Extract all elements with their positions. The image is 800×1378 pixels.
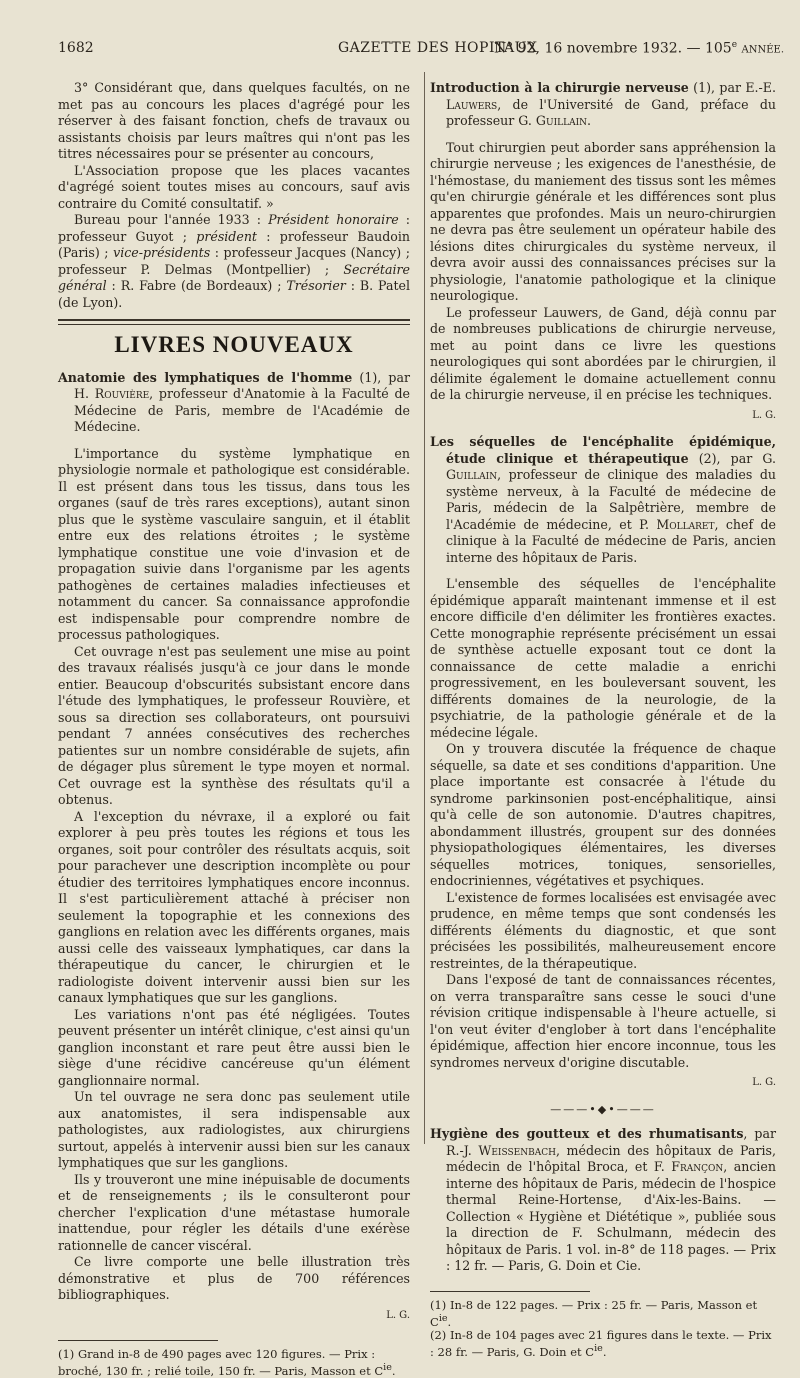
bureau-text-1: Bureau pour l'année 1933 : — [74, 212, 269, 227]
book-title-chirurgie: Introduction à la chirurgie nerveuse — [430, 80, 689, 95]
bureau-text-2: : professeur Guyot ; — [58, 212, 411, 244]
journal-title: GAZETTE DES HOPITAUX — [338, 40, 538, 56]
book-author: Lauwers — [446, 96, 498, 112]
book-author: Weissenbach — [478, 1142, 556, 1158]
bureau-text-6: : B. Patel (de Lyon). — [58, 278, 411, 310]
bureau-paragraph — [58, 212, 410, 311]
review-paragraph: Dans l'exposé de tant de connaissances récentes, on verra transparaître sans cesse le souci d'une révision critique indispensable à l'heure actuelle, si l'on veut éviter d'englober à tort dans l'encéphalite épidémique, affection hier encore inconnue, tous les syndromes nerveux d'origine discutable. — [430, 972, 776, 1070]
book-entry-anatomie — [58, 370, 410, 436]
footnote — [58, 1347, 410, 1378]
review-paragraph: Le professeur Lauwers, de Gand, déjà connu par de nombreuses publications de chirurgie nerveuse, met au point dans ce livre les questions neurologiques qui sont abordées par le chirurgien, il délimite également le domaine actuellement connu de la chirurgie nerveuse, il en précise les techniques. — [430, 304, 776, 402]
footnote — [430, 1328, 776, 1359]
bureau-role-2: président — [196, 228, 257, 244]
book-author: Rouvière — [94, 386, 150, 401]
page-number: 1682 — [58, 40, 94, 56]
book-title-encephalite: Les séquelles de l'encéphalite épidémique, étude clinique et thérapeutique — [430, 434, 776, 466]
book-description: , ancien interne des hôpitaux de Paris, médecin de l'hospice thermal Reine-Hortense, d'Aix-les-Bains. — Collection « Hygiène et Diététique », publiée sous la direction de F. Schulmann, médecin des hôpitaux de Paris. 1 vol. in-8° de 118 pages. — Prix : 12 fr. — Paris, G. Doin et Cie. — [446, 1159, 777, 1273]
column-divider — [424, 72, 425, 1144]
footnote-end: . — [447, 1314, 452, 1329]
bureau-role-5: Trésorier — [286, 278, 346, 293]
review-paragraph: L'ensemble des séquelles de l'encéphalite épidémique apparaît maintenant immense et il est encore difficile d'en délimiter les frontières exactes. Cette monographie représente précisément un essai de synthèse actuelle exposant tout ce dont la connaissance de cette maladie a enrichi progressivement, en les bouleversant souvent, les différents domaines de la neurologie, de la psychiatrie, de la pathologie générale et de la médecine légale. — [430, 576, 776, 740]
review-signature: L. G. — [752, 1077, 776, 1088]
review-paragraph: Les variations n'ont pas été négligées. Toutes peuvent présenter un intérêt clinique, c'est ainsi qu'un ganglion inconstant et rare peut être aussi bien le siège d'une récidive cancéreuse qu'un élément ganglionnaire normal. — [58, 1006, 410, 1088]
issue-date: N° 92, 16 novembre 1932. — 105 — [494, 40, 732, 57]
review-paragraph: L'importance du système lymphatique en physiologie normale et pathologique est considérable. Il est présent dans tous les tissus, dans tous les organes (sauf de très rares exceptions), autant sinon plus que le système vasculaire sanguin, et il établit entre eux des relations étroites ; le système lymphatique constitue une voie d'invasion et de propagation suivie dans l'organisme par les agents pathogènes de certaines maladies infectieuses et notamment du cancer. Sa connaissance approfondie est indispensable pour comprendre nombre de processus pathologiques. — [58, 445, 410, 642]
footnote-text: (1) In-8 de 122 pages. — Prix : 25 fr. — Paris, Masson et C — [430, 1297, 758, 1329]
book-description: , médecin des hôpitaux de Paris, médecin de l'hôpital Broca, et F. — [446, 1142, 776, 1174]
ornament-divider: ———•◆•——— — [550, 1102, 656, 1116]
book-entry-hygiene — [430, 1126, 776, 1275]
book-description: , de l'Université de Gand, préface du professeur G. — [446, 96, 776, 128]
issue-info — [494, 40, 784, 57]
bureau-text-4: : professeur Jacques (Nancy) ; professeur P. Delmas (Montpellier) ; — [58, 245, 410, 277]
review-paragraph: Un tel ouvrage ne sera donc pas seulement utile aux anatomistes, il sera indispensable aux pathologistes, aux radiologistes, aux chirurgiens surtout, appelés à intervenir aussi bien sur les canaux lymphatiques que sur les ganglions. — [58, 1089, 410, 1170]
footnote-rule — [430, 1291, 590, 1292]
section-divider — [58, 319, 410, 325]
section-heading: LIVRES NOUVEAUX — [114, 332, 354, 357]
issue-year-label: ANNÉE. — [741, 44, 784, 56]
footnote-end: . — [391, 1363, 396, 1378]
footnote — [430, 1298, 776, 1329]
review-signature: L. G. — [752, 409, 776, 421]
book-title-hygiene: Hygiène des goutteux et des rhumatisants — [430, 1126, 744, 1141]
review-paragraph: Cet ouvrage n'est pas seulement une mise au point des travaux réalisés jusqu'à ce jour dans le monde entier. Beaucoup d'obscurités subsistant encore dans l'étude des lymphatiques, le professeur Rouvière, et sous sa direction ses collaborateurs, ont poursuivi pendant 7 années consécutives des recherches patientes sur un nombre considérable de sujets, afin de dégager plus sûrement le type moyen et normal. Cet ouvrage est la synthèse des résultats qu'il a obtenus. — [58, 643, 410, 807]
book-description: , professeur de clinique des maladies du système nerveux, à la Faculté de médecine de Paris, médecin de la Salpêtrière, membre de l'Académie de médecine, et P. — [446, 467, 776, 532]
footnote-rule — [58, 1340, 218, 1341]
book-ref: , par R.-J. — [446, 1126, 776, 1158]
running-header — [58, 38, 784, 62]
book-ref: (2), par G. — [688, 450, 776, 466]
right-column — [430, 80, 776, 1359]
book-title-anatomie: Anatomie des lymphatiques de l'homme — [58, 369, 353, 385]
bureau-text-3: : professeur Baudoin (Paris) ; — [58, 228, 410, 260]
review-paragraph: Tout chirurgien peut aborder sans appréhension la chirurgie nerveuse ; les exigences de l'anesthésie, de l'hémostase, du maniement des tissus sont les mêmes qu'en chirurgie générale et les différences sont plus apparentes que profondes. Mais un neuro-chirurgien ne devra pas être seulement un opérateur habile des lésions dites chirurgicales du système nerveux, il devra avoir aussi des connaissances précises sur la physiologie, l'anatomie pathologique et la clinique neurologique. — [430, 139, 776, 303]
bureau-role-3: vice-présidents — [113, 245, 211, 260]
footnote-sup: ie — [438, 1312, 448, 1324]
book-entry-encephalite — [430, 434, 776, 566]
book-description: , professeur d'Anatomie à la Faculté de Médecine de Paris, membre de l'Académie de Médecine. — [74, 386, 410, 434]
book-ref: (1), par H. — [74, 369, 410, 401]
review-paragraph: L'existence de formes localisées est envisagée avec prudence, en même temps que sont condensés les différents éléments du diagnostic, et que sont précisées les possibilités, malheureusement encore restreintes, de la thérapeutique. — [430, 889, 776, 971]
review-paragraph: Ce livre comporte une belle illustration très démonstrative et plus de 700 références bibliographiques. — [58, 1254, 410, 1302]
review-paragraph: A l'exception du névraxe, il a exploré ou fait explorer à peu près toutes les régions et tous les organes, soit pour contrôler des résultats acquis, soit pour parachever une description incomplète ou pour étudier des territoires lymphatiques encore inconnus. Il s'est particulièrement attaché à préciser non seulement la topographie et les connexions des ganglions en relation avec les différents organes, mais aussi celle des vaisseaux lymphatiques, car dans la thérapeutique du cancer, le chirurgien et le radiologiste doivent intervenir aussi bien sur les canaux lymphatiques que sur les ganglions. — [58, 808, 410, 1005]
bureau-text-5: : R. Fabre (de Bordeaux) ; — [106, 278, 287, 293]
footnote-end: . — [602, 1345, 607, 1360]
book-end: . — [587, 113, 592, 128]
bureau-role-4: Secrétaire général — [58, 261, 410, 293]
book-author: Françon — [671, 1159, 724, 1174]
review-paragraph: On y trouvera discutée la fréquence de chaque séquelle, sa date et ses conditions d'apparition. Une place importante est consacrée à l'étude du syndrome parkinsonien post-encéphalitique, ainsi qu'à celle de son autonomie. D'autres chapitres, abondamment illustrés, groupent sur des données physiopathologiques élémentaires, les diverses séquelles motrices, toniques, sensorielles, endocriniennes, végétatives et psychiques. — [430, 741, 776, 888]
book-author: Guillain — [446, 467, 498, 482]
footnote-sup: ie — [594, 1343, 603, 1355]
footnote-text: (2) In-8 de 104 pages avec 21 figures dans le texte. — Prix : 28 fr. — Paris, G. Doin et C — [430, 1328, 772, 1360]
footnote-text: (1) Grand in-8 de 490 pages avec 120 figures. — Prix : broché, 130 fr. ; relié toile, 150 fr. — Paris, Masson et C — [58, 1347, 384, 1378]
footnote-sup: ie — [383, 1362, 392, 1373]
association-paragraph-1: 3° Considérant que, dans quelques facultés, on ne met pas au concours les places d'agrégé pour les réserver à des faisant fonction, chefs de travaux ou assistants choisis par leurs maîtres qui n'ont pas les titres nécessaires pour se présenter au concours, — [58, 80, 410, 161]
left-column — [58, 80, 410, 1378]
book-ref: (1), par E.-E. — [688, 80, 776, 95]
book-preface-author: Guillain — [535, 113, 588, 128]
bureau-role-1: Président honoraire — [268, 212, 399, 227]
association-paragraph-2: L'Association propose que les places vacantes d'agrégé soient toutes mises au concours, sauf avis contraire du Comité consultatif. » — [58, 162, 410, 211]
book-entry-chirurgie — [430, 80, 776, 130]
book-description: , chef de clinique à la Faculté de médecine de Paris, ancien interne des hôpitaux de Paris. — [446, 516, 777, 565]
issue-sup: e — [731, 40, 738, 50]
book-author: Mollaret — [656, 516, 715, 532]
review-signature: L. G. — [386, 1309, 410, 1321]
review-paragraph: Ils y trouveront une mine inépuisable de documents et de renseignements ; ils le consulteront pour chercher l'explication d'une métastase humorale inattendue, pour régler les détails d'une exérèse rationnelle de cancer viscéral. — [58, 1171, 410, 1253]
